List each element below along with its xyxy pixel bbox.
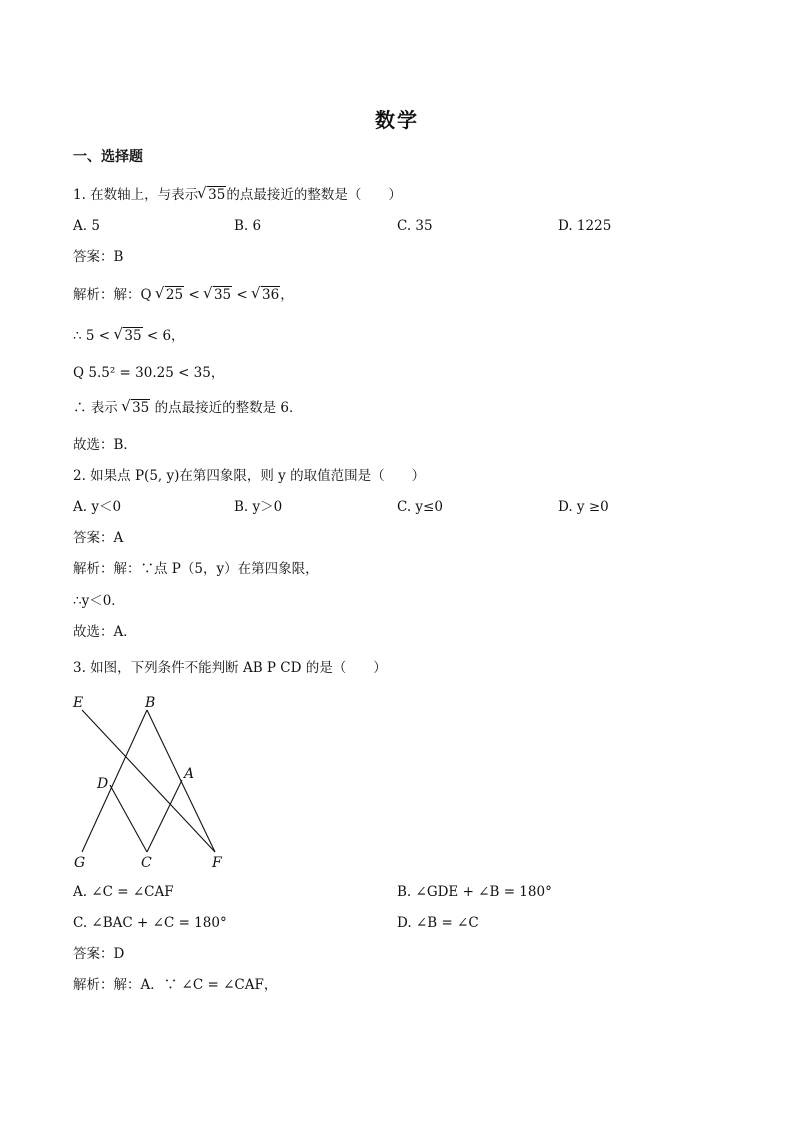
q3-analysis-1: 解析：解：A．∵ ∠C = ∠CAF， [73, 977, 278, 993]
q1-analysis-4: ∴ 表示 √ 35 的点最接近的整数是 6． [73, 399, 302, 417]
q2-option-d: D. y ≥0 [558, 499, 609, 515]
line-gb [82, 710, 147, 852]
q1-analysis-3: Q 5.5² = 30.25 < 35， [73, 365, 225, 381]
q1-stem-sqrt: √ 35 [198, 186, 226, 204]
label-g: G [74, 855, 86, 871]
q2-choice: 故选：A． [73, 624, 137, 640]
label-e: E [73, 695, 84, 711]
q3-option-b: B. ∠GDE + ∠B = 180° [397, 884, 552, 900]
q3-option-a: A. ∠C = ∠CAF [73, 884, 174, 900]
line-dc [110, 785, 147, 852]
q3-stem: 3. 如图，下列条件不能判断 AB P CD 的是（ ） [73, 660, 387, 676]
section-heading: 一、选择题 [73, 149, 143, 165]
q1-answer: 答案：B [73, 249, 124, 265]
q3-option-c: C. ∠BAC + ∠C = 180° [73, 915, 227, 931]
q1-stem [73, 186, 402, 204]
q1-option-c: C. 35 [397, 218, 433, 234]
q2-option-b: B. y＞0 [234, 499, 283, 515]
label-f: F [212, 855, 222, 871]
q2-option-a: A. y＜0 [73, 499, 122, 515]
q2-analysis-2: ∴y＜0． [73, 593, 125, 609]
q2-analysis-1: 解析：解：∵点 P（5，y）在第四象限， [73, 561, 319, 577]
q2-option-c: C. y≤0 [397, 499, 443, 515]
q1-stem-suffix: 的点最接近的整数是（ ） [226, 187, 402, 203]
label-c: C [141, 855, 152, 871]
q2-answer: 答案：A [73, 530, 124, 546]
q1-analysis-1: 解析：解：Q √ 25 < √ 35 < √ 36， [73, 286, 294, 304]
q3-answer: 答案：D [73, 946, 125, 962]
q1-option-d: D. 1225 [558, 218, 612, 234]
label-b: B [145, 695, 156, 711]
q1-stem-prefix: 1. 在数轴上，与表示 [73, 187, 199, 203]
q3-figure [60, 690, 240, 875]
q2-stem: 2. 如果点 P(5, y)在第四象限，则 y 的取值范围是（ ） [73, 468, 426, 484]
q1-option-b: B. 6 [234, 218, 262, 234]
q1-option-a: A. 5 [73, 218, 100, 234]
label-d: D [97, 776, 109, 792]
q3-option-d: D. ∠B = ∠C [397, 915, 479, 931]
q1-choice: 故选：B． [73, 437, 137, 453]
line-ca [147, 780, 182, 852]
page-title: 数学 [375, 108, 419, 132]
q1-analysis-2: ∴ 5 < √ 35 < 6， [73, 327, 185, 345]
label-a: A [184, 766, 195, 782]
